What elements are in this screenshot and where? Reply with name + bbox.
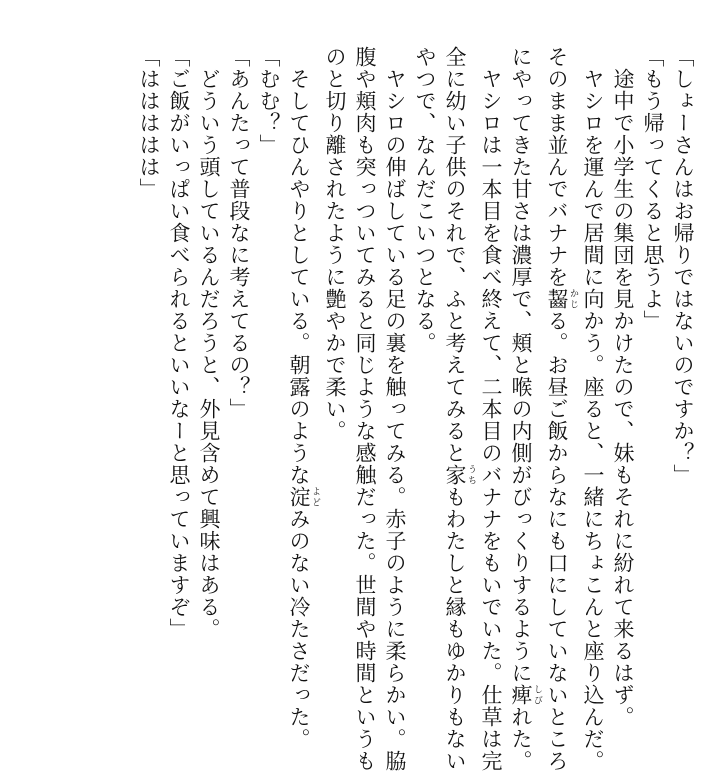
paragraph-line: にやってきた甘さは濃厚で、頬と喉の内側がびっくりするように痺 しびれた。 (509, 46, 542, 772)
ruby-shibire: 痺 しび (509, 684, 542, 706)
paragraph-line: ヤシロの伸ばしている足の裏を触ってみる。赤子のように柔らかい。脇 (383, 46, 407, 772)
dialogue-line: 「しょーさんはお帰りではないのですか？」 (671, 46, 695, 486)
ruby-uchi: 家 うち (443, 464, 476, 486)
ruby-yodo: 淀 よど (287, 486, 320, 508)
dialogue-line: 「あんたって普段なに考えてるの？」 (227, 46, 251, 420)
paragraph-line: ヤシロを運んで居間に向かう。座ると、一緒にちょこんと座り込んだ。 (581, 46, 605, 772)
paragraph-line: どういう頭しているんだろうと、外見含めて興味はある。 (197, 46, 221, 640)
dialogue-line: 「ご飯がいっぱい食べられるといいなーと思っていますぞ」 (167, 46, 191, 640)
dialogue-line: 「ははははは」 (137, 46, 161, 200)
paragraph-line: ヤシロは一本目を食べ終えて、二本目のバナナをもいでいた。仕草は完 (479, 46, 503, 772)
paragraph-line: そのまま並んでバナナを齧 かじる。お昼ご飯からなにも口にしていないところ (545, 46, 578, 772)
paragraph-line: のと切り離されたように艶やかで柔い。 (323, 46, 347, 442)
ruby-kajiru: 齧 かじ (545, 288, 578, 310)
paragraph-line: やつで、なんだこいつとなる。 (413, 46, 437, 354)
paragraph-line: そしてひんやりとしている。朝露のような淀 よどみのない冷たさだった。 (287, 46, 320, 750)
novel-text (134, 46, 698, 772)
paragraph-line: 腹や頬肉も突っついてみると同じような感触だった。世間や時間というも (353, 46, 377, 772)
paragraph-line: 途中で小学生の集団を見かけたので、妹もそれに紛れて来るはず。 (611, 46, 635, 728)
dialogue-line: 「もう帰ってくると思うよ」 (641, 46, 665, 332)
dialogue-line: 「むむ？」 (257, 46, 281, 156)
paragraph-line: 全に幼い子供のそれで、ふと考えてみると家 うちもわたしと縁もゆかりもない (443, 46, 476, 772)
